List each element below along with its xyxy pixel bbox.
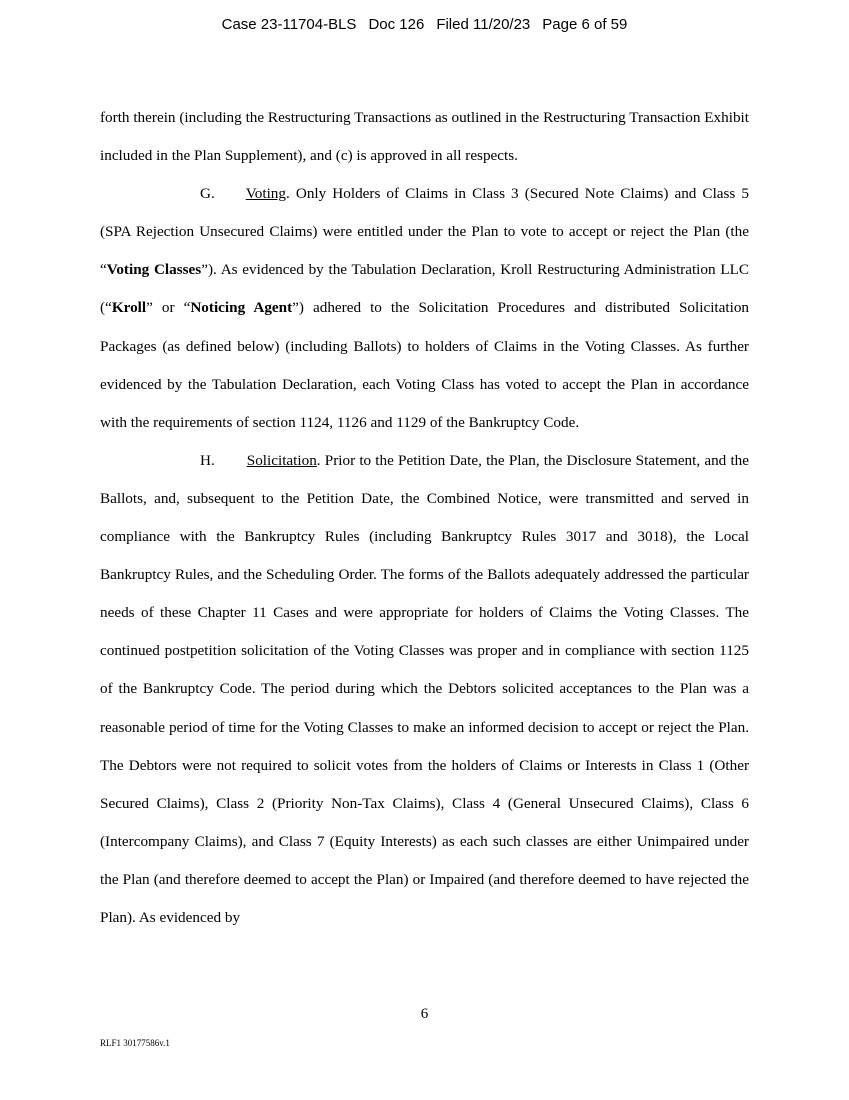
section-h-paragraph bbox=[100, 442, 749, 937]
section-h-letter: H. bbox=[200, 451, 215, 469]
section-h-heading: Solicitation bbox=[246, 451, 317, 469]
defined-term-kroll: Kroll bbox=[111, 299, 147, 317]
section-g-paragraph bbox=[100, 175, 749, 442]
document-number: Doc 126 bbox=[368, 16, 425, 33]
defined-term-voting-classes: Voting Classes bbox=[106, 261, 202, 279]
filing-header bbox=[0, 15, 849, 35]
section-g-text-2: ”). As evidenced by the Tabulation Declaration, Kroll Restructuring Administration LLC (“ bbox=[100, 261, 749, 317]
section-h-text: . Prior to the Petition Date, the Plan, the Disclosure Statement, and the Ballots, and, subsequent to the Petition Date, the Combined Notice, were transmitted and served in compliance with the Bankruptcy Rules (including Bankruptcy Rules 3017 and 3018), the Local Bankruptcy Rules, and the Scheduling Order. The forms of the Ballots adequately addressed the particular needs of these Chapter 11 Cases and were appropriate for holders of Claims the Voting Classes. The continued postpetition solicitation of the Voting Classes was proper and in compliance with section 1125 of the Bankruptcy Code. The period during which the Debtors solicited acceptances to the Plan was a reasonable period of time for the Voting Classes to make an informed decision to accept or reject the Plan. The Debtors were not required to solicit votes from the holders of Claims or Interests in Class 1 (Other Secured Claims), Class 2 (Priority Non-Tax Claims), Class 4 (General Unsecured Claims), Class 6 (Intercompany Claims), and Class 7 (Equity Interests) as each such classes are either Unimpaired under the Plan (and therefore deemed to accept the Plan) or Impaired (and therefore deemed to have rejected the Plan). As evidenced by bbox=[100, 451, 749, 926]
page-number: 6 bbox=[420, 1006, 429, 1022]
paragraph-continuation: forth therein (including the Restructuring Transactions as outlined in the Restructuring Transaction Exhibit included in the Plan Supplement), and (c) is approved in all respects. bbox=[100, 109, 749, 165]
section-g-text-4: ”) adhered to the Solicitation Procedures and distributed Solicitation Packages (as defined below) (including Ballots) to holders of Claims in the Voting Classes. As further evidenced by the Tabulation Declaration, each Voting Class has voted to accept the Plan in accordance with the requirements of section 1124, 1126 and 1129 of the Bankruptcy Code. bbox=[100, 299, 750, 431]
filed-date: Filed 11/20/23 bbox=[436, 16, 531, 33]
case-number: Case 23-11704-BLS bbox=[221, 16, 357, 33]
defined-term-noticing-agent: Noticing Agent bbox=[190, 299, 293, 317]
section-g-letter: G. bbox=[200, 185, 215, 203]
page-indicator: Page 6 of 59 bbox=[542, 16, 628, 33]
document-body bbox=[100, 99, 749, 937]
document-id: RLF1 30177586v.1 bbox=[100, 1038, 170, 1048]
section-g-text-3: ” or “ bbox=[146, 299, 191, 317]
section-g-heading: Voting bbox=[245, 185, 286, 203]
section-g-text-1: . Only Holders of Claims in Class 3 (Secured Note Claims) and Class 5 (SPA Rejection Unsecured Claims) were entitled under the Plan to vote to accept or reject the Plan (the “ bbox=[100, 185, 749, 279]
